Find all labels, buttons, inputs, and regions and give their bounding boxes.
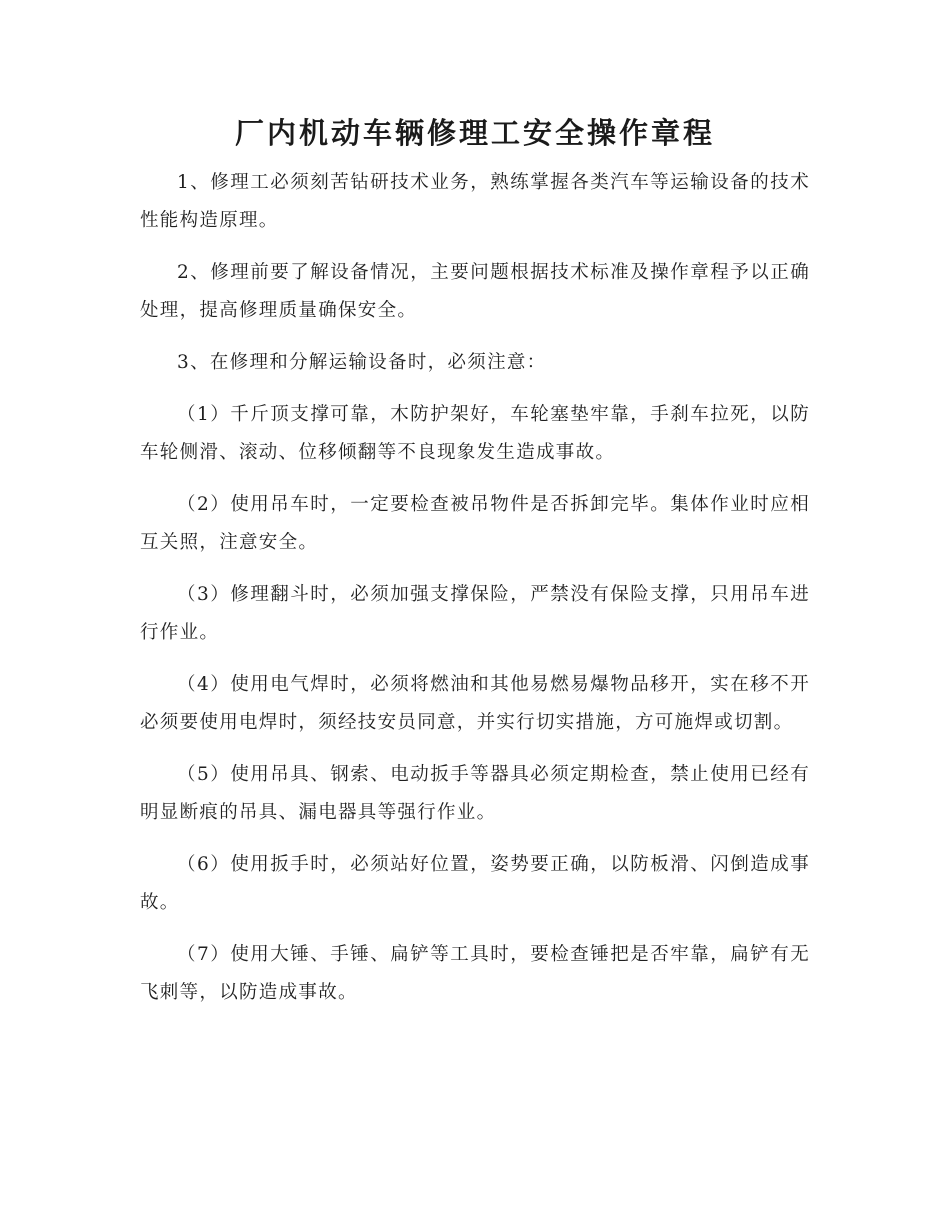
paragraph-2: 2、修理前要了解设备情况，主要问题根据技术标准及操作章程予以正确处理，提高修理质量确保安全。: [140, 262, 810, 321]
paragraph-1: 1、修理工必须刻苦钻研技术业务，熟练掌握各类汽车等运输设备的技术性能构造原理。: [140, 172, 810, 231]
paragraph-3-item-4: （4）使用电气焊时，必须将燃油和其他易燃易爆物品移开，实在移不开必须要使用电焊时，须经技安员同意，并实行切实措施，方可施焊或切割。: [140, 674, 810, 733]
document-title: 厂内机动车辆修理工安全操作章程: [234, 116, 715, 150]
paragraph-3: 3、在修理和分解运输设备时，必须注意：: [177, 352, 547, 373]
paragraph-3-item-2: （2）使用吊车时，一定要检查被吊物件是否拆卸完毕。集体作业时应相互关照，注意安全。: [140, 494, 810, 553]
document-body: [140, 164, 810, 1026]
paragraph-3-item-7: （7）使用大锤、手锤、扁铲等工具时，要检查锤把是否牢靠，扁铲有无飞刺等，以防造成事故。: [140, 944, 810, 1003]
paragraph-3-item-3: （3）修理翻斗时，必须加强支撑保险，严禁没有保险支撑，只用吊车进行作业。: [140, 584, 810, 643]
paragraph-3-item-6: （6）使用扳手时，必须站好位置，姿势要正确，以防板滑、闪倒造成事故。: [140, 854, 810, 913]
paragraph-3-item-1: （1）千斤顶支撑可靠，木防护架好，车轮塞垫牢靠，手刹车拉死，以防车轮侧滑、滚动、位移倾翻等不良现象发生造成事故。: [140, 404, 810, 463]
paragraph-3-item-5: （5）使用吊具、钢索、电动扳手等器具必须定期检查，禁止使用已经有明显断痕的吊具、漏电器具等强行作业。: [140, 764, 810, 823]
